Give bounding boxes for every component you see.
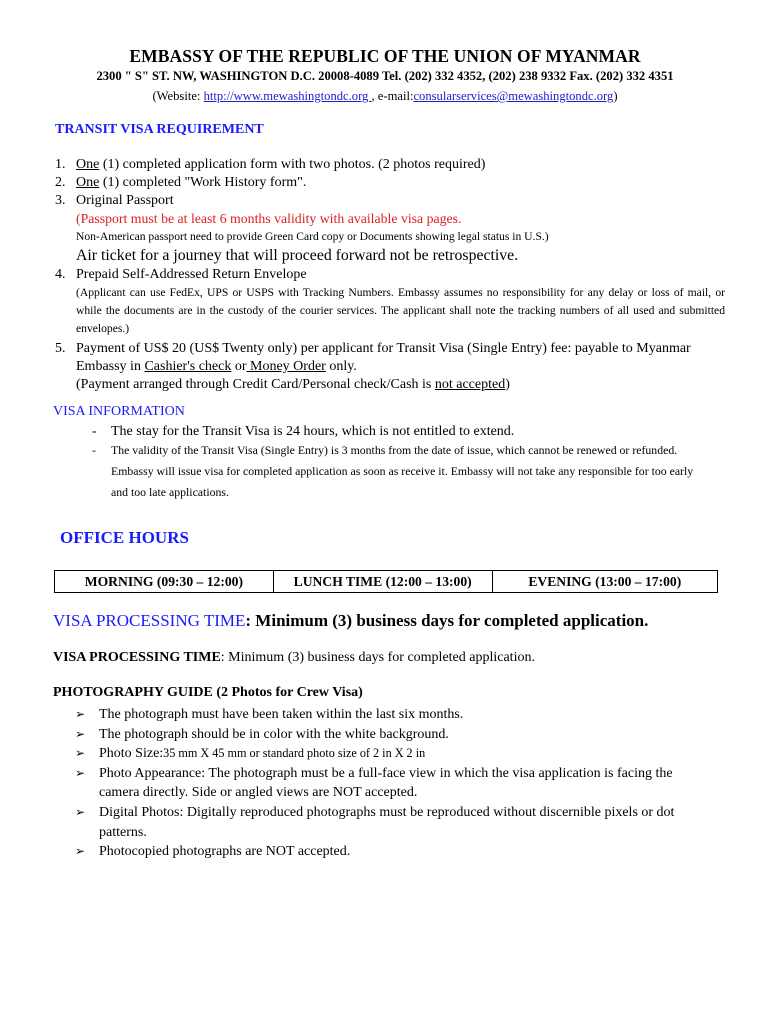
transit-visa-heading: TRANSIT VISA REQUIREMENT <box>55 122 264 137</box>
item-underline: One <box>76 157 100 172</box>
passport-validity-note: (Passport must be at least 6 months validity with available visa pages. <box>76 211 462 226</box>
list-item <box>75 764 705 803</box>
item-text: Photocopied photographs are NOT accepted. <box>99 844 351 860</box>
photography-guide-list <box>75 705 705 862</box>
item-text: Photo Appearance: The photograph must be a full-face view in which the visa application is facing the camera directly. Side or angled views are NOT accepted. <box>99 765 673 801</box>
arrow-bullet-icon: ➢ <box>75 804 86 819</box>
list-item <box>75 803 705 842</box>
payment-or: or <box>231 359 247 374</box>
payment-note-b: ) <box>505 377 510 392</box>
arrow-bullet-icon: ➢ <box>75 844 86 859</box>
visa-info-list <box>90 422 700 503</box>
arrow-bullet-icon: ➢ <box>75 707 86 721</box>
payment-text-a: Payment of US$ 20 (US$ Twenty only) per applicant for Transit Visa (Single Entry) fee: payable to Myanmar Embassy in <box>76 341 691 374</box>
item-text: Prepaid Self-Addressed Return Envelope <box>76 267 307 282</box>
list-item <box>55 156 725 174</box>
email-link[interactable]: consularservices@mewashingtondc.org <box>413 89 614 103</box>
hours-evening: EVENING (13:00 – 17:00) <box>492 571 717 593</box>
payment-not-accepted <box>76 376 725 394</box>
dash-bullet: - <box>92 424 97 439</box>
contact-line <box>0 89 770 104</box>
money-order: Money Order <box>246 359 326 374</box>
item-number: 1. <box>55 157 66 172</box>
dash-bullet: - <box>92 443 96 457</box>
processing-time-big <box>53 611 648 631</box>
payment-text-b: only. <box>325 359 357 374</box>
payment-text <box>76 340 725 376</box>
processing-time-small <box>53 650 535 666</box>
photography-guide-heading: PHOTOGRAPHY GUIDE (2 Photos for Crew Visa) <box>53 685 363 700</box>
website-prefix: (Website: <box>152 89 204 103</box>
embassy-title: EMBASSY OF THE REPUBLIC OF THE UNION OF MYANMAR <box>129 46 641 66</box>
item-text: The validity of the Transit Visa (Single Entry) is 3 months from the date of issue, which cannot be renewed or refunded. Embassy will issue visa for completed application as soon as receive it. Embassy will not take any responsible for too early and too late applications. <box>111 443 694 499</box>
visa-information-heading: VISA INFORMATION <box>53 404 185 419</box>
table-row <box>55 571 718 593</box>
courier-note: (Applicant can use FedEx, UPS or USPS with Tracking Numbers. Embassy assumes no responsibility for any delay or loss of mail, or while the documents are in the custody of the courier services. The applicant shall note the tracking numbers of all used and submitted envelopes.) <box>76 286 725 335</box>
list-item <box>75 744 705 764</box>
not-accepted: not accepted <box>434 377 506 392</box>
item-text: (1) completed "Work History form". <box>99 175 307 190</box>
transit-requirements-list <box>55 156 725 394</box>
email-prefix: , e-mail: <box>371 89 414 103</box>
list-item <box>55 192 725 266</box>
payment-note-a: (Payment arranged through Credit Card/Personal check/Cash is <box>76 377 435 392</box>
item-number: 5. <box>55 341 66 356</box>
office-hours-table <box>54 570 718 593</box>
processing-label: VISA PROCESSING TIME <box>53 650 221 665</box>
list-item <box>55 340 725 394</box>
item-number: 3. <box>55 193 66 208</box>
hours-morning: MORNING (09:30 – 12:00) <box>55 571 274 593</box>
photo-size-value: 35 mm X 45 mm or standard photo size of 2 in X 2 in <box>163 746 426 761</box>
contact-suffix: ) <box>613 89 618 103</box>
list-item <box>90 440 700 503</box>
website-link[interactable]: http://www.mewashingtondc.org <box>203 89 372 103</box>
processing-text: : Minimum (3) business days for completed application. <box>245 611 649 630</box>
list-item <box>75 705 705 725</box>
office-hours-heading: OFFICE HOURS <box>60 528 189 547</box>
list-item <box>75 725 705 745</box>
list-item <box>90 422 700 441</box>
item-text: (1) completed application form with two photos. (2 photos required) <box>99 157 486 172</box>
item-number: 4. <box>55 267 66 282</box>
list-item <box>55 174 725 192</box>
item-text: Original Passport <box>76 193 174 208</box>
item-text: The photograph must have been taken within the last six months. <box>99 707 464 722</box>
list-item <box>75 842 705 862</box>
item-text: Digital Photos: Digitally reproduced photographs must be reproduced without discernible pixels or dot patterns. <box>99 804 675 840</box>
green-card-note: Non-American passport need to provide Green Card copy or Documents showing legal status in U.S.) <box>76 230 549 243</box>
arrow-bullet-icon: ➢ <box>75 765 86 780</box>
arrow-bullet-icon: ➢ <box>75 746 86 761</box>
item-number: 2. <box>55 175 66 190</box>
item-text: Photo Size: <box>99 746 164 762</box>
processing-label: VISA PROCESSING TIME <box>53 611 246 630</box>
arrow-bullet-icon: ➢ <box>75 726 86 741</box>
embassy-address: 2300 " S" ST. NW, WASHINGTON D.C. 20008-4089 Tel. (202) 332 4352, (202) 238 9332 Fax. (202) 332 4351 <box>96 69 674 83</box>
processing-text: : Minimum (3) business days for completed application. <box>220 650 535 665</box>
air-ticket-note: Air ticket for a journey that will proceed forward not be retrospective. <box>76 247 519 264</box>
cashiers-check: Cashier's check <box>144 359 232 374</box>
hours-lunch: LUNCH TIME (12:00 – 13:00) <box>273 571 492 593</box>
item-text: The photograph should be in color with the white background. <box>99 726 449 742</box>
item-text: The stay for the Transit Visa is 24 hours, which is not entitled to extend. <box>111 424 515 439</box>
item-underline: One <box>76 175 100 190</box>
list-item <box>55 266 725 338</box>
